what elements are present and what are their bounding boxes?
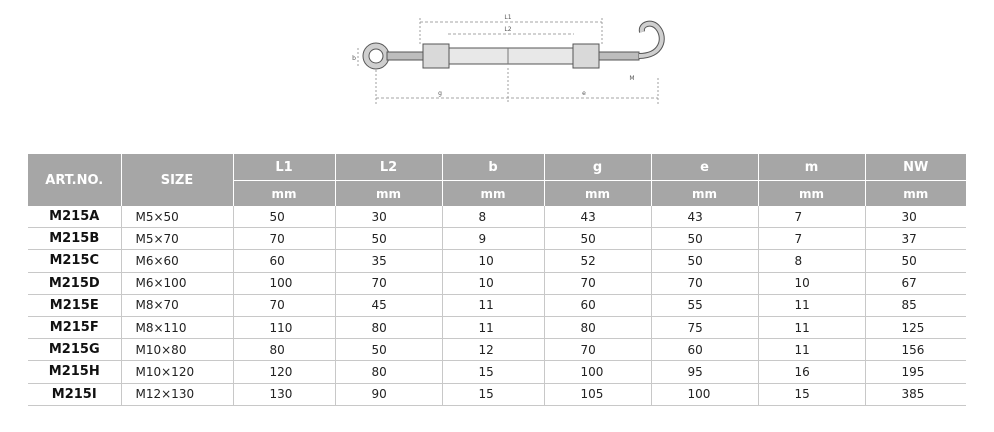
cell-L1: 100 bbox=[233, 272, 335, 294]
cell-L2: 90 bbox=[335, 383, 442, 405]
cell-nw: 30 bbox=[865, 206, 966, 228]
cell-L2: 50 bbox=[335, 228, 442, 250]
cell-L2: 80 bbox=[335, 361, 442, 383]
cell-art-no: M215H bbox=[28, 361, 121, 383]
header-L1: L1 bbox=[233, 154, 335, 181]
cell-e: 43 bbox=[651, 206, 758, 228]
cell-L2: 50 bbox=[335, 339, 442, 361]
table-row bbox=[28, 316, 966, 338]
header-unit: mm bbox=[233, 181, 335, 207]
cell-nw: 156 bbox=[865, 339, 966, 361]
header-unit: mm bbox=[758, 181, 865, 207]
header-size: SIZE bbox=[121, 154, 233, 206]
cell-m: 15 bbox=[758, 383, 865, 405]
cell-g: 105 bbox=[544, 383, 651, 405]
cell-nw: 37 bbox=[865, 228, 966, 250]
cell-e: 70 bbox=[651, 272, 758, 294]
header-e: e bbox=[651, 154, 758, 181]
cell-nw: 195 bbox=[865, 361, 966, 383]
header-art-no: ART.NO. bbox=[28, 154, 121, 206]
cell-art-no: M215D bbox=[28, 272, 121, 294]
cell-size: M5×50 bbox=[121, 206, 233, 228]
cell-m: 10 bbox=[758, 272, 865, 294]
label-m: M bbox=[629, 75, 635, 82]
cell-L2: 80 bbox=[335, 316, 442, 338]
cell-e: 55 bbox=[651, 294, 758, 316]
cell-L1: 110 bbox=[233, 316, 335, 338]
label-b: b bbox=[352, 55, 356, 62]
cell-nw: 85 bbox=[865, 294, 966, 316]
label-g: g bbox=[438, 90, 442, 97]
header-unit: mm bbox=[651, 181, 758, 207]
cell-m: 11 bbox=[758, 316, 865, 338]
header-unit: mm bbox=[544, 181, 651, 207]
cell-size: M12×130 bbox=[121, 383, 233, 405]
cell-m: 7 bbox=[758, 206, 865, 228]
cell-size: M5×70 bbox=[121, 228, 233, 250]
cell-L2: 45 bbox=[335, 294, 442, 316]
cell-e: 60 bbox=[651, 339, 758, 361]
label-e: e bbox=[582, 90, 586, 97]
cell-L1: 70 bbox=[233, 228, 335, 250]
cell-size: M8×70 bbox=[121, 294, 233, 316]
header-b: b bbox=[442, 154, 544, 181]
cell-art-no: M215G bbox=[28, 339, 121, 361]
turnbuckle-diagram bbox=[340, 8, 670, 113]
cell-b: 12 bbox=[442, 339, 544, 361]
cell-g: 70 bbox=[544, 272, 651, 294]
cell-e: 100 bbox=[651, 383, 758, 405]
cell-g: 80 bbox=[544, 316, 651, 338]
table-row bbox=[28, 228, 966, 250]
table-row bbox=[28, 361, 966, 383]
cell-L2: 35 bbox=[335, 250, 442, 272]
cell-art-no: M215F bbox=[28, 316, 121, 338]
cell-size: M10×120 bbox=[121, 361, 233, 383]
cell-m: 11 bbox=[758, 339, 865, 361]
cell-nw: 125 bbox=[865, 316, 966, 338]
cell-e: 50 bbox=[651, 228, 758, 250]
cell-size: M10×80 bbox=[121, 339, 233, 361]
cell-e: 75 bbox=[651, 316, 758, 338]
header-unit: mm bbox=[335, 181, 442, 207]
cell-nw: 67 bbox=[865, 272, 966, 294]
table-row bbox=[28, 383, 966, 405]
table-row bbox=[28, 272, 966, 294]
table-row bbox=[28, 294, 966, 316]
cell-b: 15 bbox=[442, 361, 544, 383]
cell-m: 7 bbox=[758, 228, 865, 250]
cell-L2: 30 bbox=[335, 206, 442, 228]
cell-L1: 60 bbox=[233, 250, 335, 272]
cell-m: 11 bbox=[758, 294, 865, 316]
table-row bbox=[28, 206, 966, 228]
cell-art-no: M215C bbox=[28, 250, 121, 272]
cell-g: 43 bbox=[544, 206, 651, 228]
header-unit: mm bbox=[865, 181, 966, 207]
cell-g: 52 bbox=[544, 250, 651, 272]
header-m: m bbox=[758, 154, 865, 181]
cell-m: 8 bbox=[758, 250, 865, 272]
cell-art-no: M215I bbox=[28, 383, 121, 405]
cell-art-no: M215A bbox=[28, 206, 121, 228]
cell-e: 50 bbox=[651, 250, 758, 272]
cell-b: 10 bbox=[442, 272, 544, 294]
header-unit: mm bbox=[442, 181, 544, 207]
spec-table bbox=[28, 154, 966, 406]
cell-b: 8 bbox=[442, 206, 544, 228]
table-row bbox=[28, 250, 966, 272]
cell-size: M8×110 bbox=[121, 316, 233, 338]
cell-nw: 385 bbox=[865, 383, 966, 405]
cell-g: 50 bbox=[544, 228, 651, 250]
cell-size: M6×100 bbox=[121, 272, 233, 294]
cell-g: 100 bbox=[544, 361, 651, 383]
header-g: g bbox=[544, 154, 651, 181]
cell-b: 15 bbox=[442, 383, 544, 405]
table-row bbox=[28, 339, 966, 361]
cell-b: 9 bbox=[442, 228, 544, 250]
cell-b: 11 bbox=[442, 316, 544, 338]
cell-art-no: M215E bbox=[28, 294, 121, 316]
cell-g: 70 bbox=[544, 339, 651, 361]
cell-m: 16 bbox=[758, 361, 865, 383]
label-L2: L2 bbox=[504, 26, 512, 33]
label-L1: L1 bbox=[504, 14, 512, 21]
cell-e: 95 bbox=[651, 361, 758, 383]
cell-g: 60 bbox=[544, 294, 651, 316]
cell-L1: 120 bbox=[233, 361, 335, 383]
cell-size: M6×60 bbox=[121, 250, 233, 272]
cell-L1: 80 bbox=[233, 339, 335, 361]
header-L2: L2 bbox=[335, 154, 442, 181]
cell-art-no: M215B bbox=[28, 228, 121, 250]
cell-L1: 130 bbox=[233, 383, 335, 405]
cell-L2: 70 bbox=[335, 272, 442, 294]
cell-L1: 50 bbox=[233, 206, 335, 228]
header-nw: NW bbox=[865, 154, 966, 181]
cell-nw: 50 bbox=[865, 250, 966, 272]
cell-L1: 70 bbox=[233, 294, 335, 316]
cell-b: 11 bbox=[442, 294, 544, 316]
cell-b: 10 bbox=[442, 250, 544, 272]
